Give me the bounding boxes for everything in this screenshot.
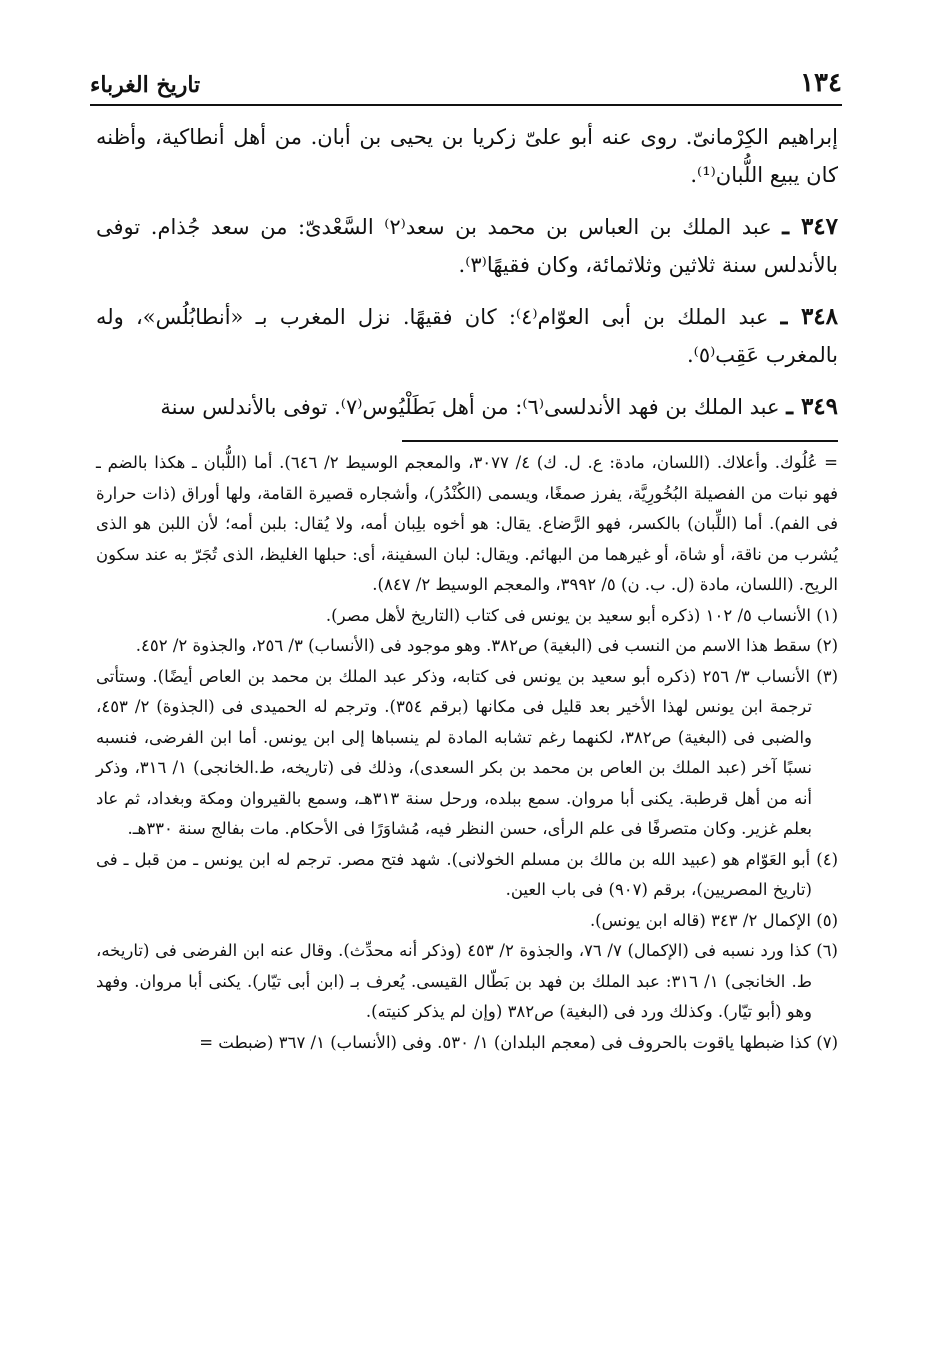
footnote-1: (١) الأنساب ٥/ ١٠٢ (ذكره أبو سعيد بن يونس فى كتاب (التاريخ لأهل مصر). (325, 605, 838, 625)
entry-number: ٣٤٧ ـ (782, 213, 838, 240)
footnote-2: (٢) سقط هذا الاسم من النسب فى (البغية) ص٣٨٢. وهو موجود فى (الأنساب) ٣/ ٢٥٦، والجذوة ٢/ ٤٥٢. (135, 636, 838, 655)
footnote-6: (٦) كذا ورد نسبه فى (الإكمال) ٧/ ٧٦، والجذوة ٢/ ٤٥٣ (وذكر أنه محدِّث). وقال عنه ابن الفرضى فى (تاريخه، ط. الخانجى) ١/ ٣١٦: عبد الملك بن فهد بن بَطّال القيسى. يُعرف بـ (ابن أبى تيّار). يكنى أبا مروان. وفهد وهو (أبو تيّار). وكذلك ورد فى (البغية) ص٣٨٢ (وإن لم يذكر كنيته). (96, 941, 838, 1021)
paragraph-intro (96, 118, 838, 194)
entry-number: ٣٤٨ ـ (780, 303, 838, 330)
entry-number: ٣٤٩ ـ (786, 393, 838, 420)
page-number: ١٣٤ (800, 68, 842, 98)
footnote-continuation: = عُلُوك. وأعلاك. (اللسان، مادة: ع. ل. ك) ٤/ ٣٠٧٧، والمعجم الوسيط ٢/ ٦٤٦). أما (اللُّبان ـ هكذا بالضم ـ فهو نبات من الفصيلة البُخُورِيَّة، يفرز صمغًا، ويسمى (الكُنْدُر)، وأشجاره قصيرة القامة، ولها أوراق (ذات حرارة فى الفم). أما (اللِّبان) بالكسر، فهو الرَّضاع. يقال: هو أخوه بلِبان أمه، ولا يُقال: بلبن أمه؛ لأن اللبن هو الذى يُشرب من ناقة، أو شاة، أو غيرهما من البهائم. ويقال: لبان السفينة، أى: حبلها الغليظ، الذى تُجَرّ به عند سكون الريح. (اللسان، مادة (ل. ب. ن) ٥/ ٣٩٩٢، والمعجم الوسيط ٢/ ٨٤٧). (96, 453, 838, 594)
paragraph-text: عبد الملك بن العباس بن محمد بن سعد⁽٢⁾ السَّعْدىّ: من سعد جُذام. توفى بالأندلس سنة ثلاثين وثلاثمائة، وكان فقيهًا⁽٣⁾. (96, 215, 838, 277)
paragraph-text: عبد الملك بن فهد الأندلسى⁽٦⁾: من أهل بَطَلْيُوس⁽٧⁾. توفى بالأندلس سنة (160, 395, 780, 419)
footnote-separator (402, 440, 838, 442)
footnote-7: (٧) كذا ضبطها ياقوت بالحروف فى (معجم البلدان) ١/ ٥٣٠. وفى (الأنساب) ١/ ٣٦٧ (ضبطت = (199, 1032, 838, 1052)
footnote-4: (٤) أبو العَوّام هو (عبيد الله بن مالك بن مسلم الخولانى). شهد فتح مصر. ترجم له ابن يونس ـ من قبل ـ فى (تاريخ المصريين)، برقم (٩٠٧) فى باب العين. (96, 849, 838, 899)
footnote-5: (٥) الإكمال ٢/ ٣٤٣ (قاله ابن يونس). (589, 910, 838, 930)
entry-348 (96, 298, 838, 374)
paragraph-text: عبد الملك بن أبى العوّام⁽٤⁾: كان فقيهًا. نزل المغرب بـ «أنطابُلُس»، وله بالمغرب عَقِب⁽٥⁾. (96, 305, 838, 367)
paragraph-text: إبراهيم الكِرْمانىّ. روى عنه أبو علىّ زكريا بن يحيى بن أبان. من أهل أنطاكية، وأظنه كان يبيع اللُّبان⁽¹⁾. (96, 125, 838, 187)
entry-349 (96, 388, 838, 426)
page-header (90, 64, 842, 106)
footnote-3: (٣) الأنساب ٣/ ٢٥٦ (ذكره أبو سعيد بن يونس فى كتابه، وذكر عبد الملك بن محمد بن العاص أيضًا). وستأتى ترجمة ابن يونس لهذا الأخير بعد قليل فى مكانها (برقم ٣٥٤). وترجم له الحميدى فى (الجذوة) ٢/ ٤٥٣، والضبى فى (البغية) ص٣٨٢، لكنهما رغم تشابه المادة لم ينسباها إلى ابن يونس. أما ابن الفرضى، فنسبه نسبًا آخر (عبد الملك بن العاص بن محمد بن بكر السعدى)، وذلك فى (تاريخه، ط.الخانجى) ١/ ٣١٦، وذكر أنه من أهل قرطبة. يكنى أبا مروان. سمع ببلده، ورحل سنة ٣١٣هـ، وسمع بالقيروان ومكة وبغداد، ثم عاد بعلم غزير. وكان متصرفًا فى علم الرأى، حسن النظر فيه، مُشاوَرًا فى الأحكام. مات بفالج سنة ٣٣٠هـ. (96, 666, 838, 838)
footnotes (96, 448, 838, 1058)
running-title: تاريخ الغرباء (90, 72, 201, 98)
entry-347 (96, 208, 838, 284)
main-text (96, 118, 838, 440)
